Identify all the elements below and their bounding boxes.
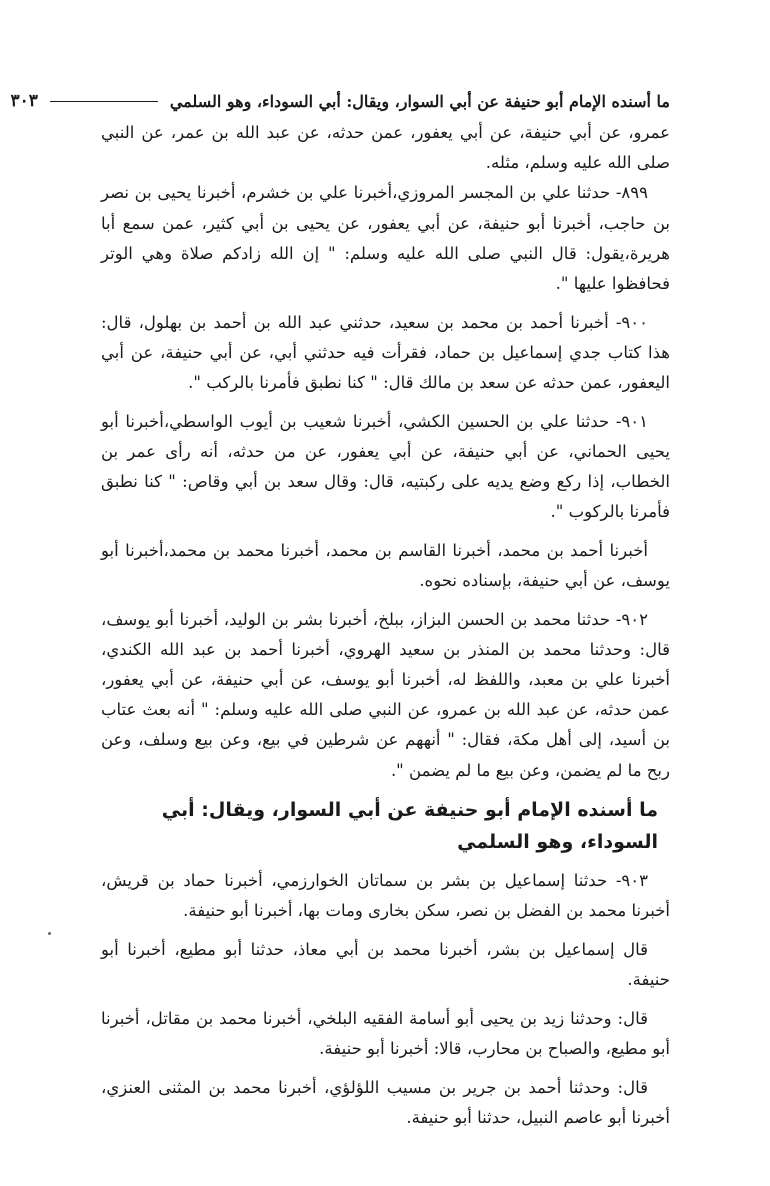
hadith-902: ٩٠٢- حدثنا محمد بن الحسن البزاز، ببلخ، أخبرنا بشر بن الوليد، أخبرنا أبو يوسف، قال: وحدثنا محمد بن المنذر بن سعيد الهروي، أخبرنا أحمد بن عبد الله الكندي، أخبرنا علي بن معبد، واللفظ له، أخبرنا أبو يوسف، عن أبي حنيفة، عن أبي يعفور، عمن حدثه، عن عبد الله بن عمرو، عن النبي صلى الله عليه وسلم: " أنه بعث عتاب بن أسيد، إلى أهل مكة، فقال: " أنههم عن شرطين في بيع، وعن بيع وسلف، وعن ربح ما لم يضمن، وعن بيع ما لم يضمن ".: [101, 609, 670, 780]
hadith-901: ٩٠١- حدثنا علي بن الحسين الكشي، أخبرنا شعيب بن أيوب الواسطي،أخبرنا أبو يحيى الحماني، عن أبي حنيفة، عن أبي يعفور، عن من حدثه، أنه رأى عمر بن الخطاب، إذا ركع وضع يديه على ركبتيه، قال: وقال سعد بن أبي وقاص: " كنا نطبق فأمرنا بالركوب ".: [101, 411, 670, 522]
paragraph-continuation: عمرو، عن أبي حنيفة، عن أبي يعفور، عمن حدثه، عن عبد الله بن عمر، عن النبي صلى الله عليه وسلم، مثله.: [101, 123, 670, 173]
main-text: [101, 118, 670, 1141]
hadith-900: ٩٠٠- أخبرنا أحمد بن محمد بن سعيد، حدثني عبد الله بن أحمد بن بهلول، قال: هذا كتاب جدي إسماعيل بن حماد، فقرأت فيه حدثني أبي، عن أبي حنيفة، عن أبي اليعفور، عمن حدثه عن سعد بن مالك قال: " كنا نطبق فأمرنا بالركب ".: [101, 312, 670, 393]
margin-speck: [48, 932, 51, 935]
section-heading: ما أسنده الإمام أبو حنيفة عن أبي السوار، ويقال: أبي السوداء، وهو السلمي: [161, 799, 658, 854]
running-header-title: ما أسنده الإمام أبو حنيفة عن أبي السوار، ويقال: أبي السوداء، وهو السلمي: [169, 91, 670, 111]
hadith-903-chain-1: قال إسماعيل بن بشر، أخبرنا محمد بن أبي معاذ، حدثنا أبو مطيع، أخبرنا أبو حنيفة.: [101, 940, 670, 990]
page-number: ٣٠٣: [10, 91, 38, 111]
running-header: [10, 88, 670, 114]
hadith-903: ٩٠٣- حدثنا إسماعيل بن بشر بن سماتان الخوارزمي، أخبرنا حماد بن قريش، أخبرنا محمد بن الفضل بن نصر، سكن بخارى ومات بها، أخبرنا أبو حنيفة.: [101, 871, 670, 921]
hadith-903-chain-3: قال: وحدثنا أحمد بن جرير بن مسيب اللؤلؤي، أخبرنا محمد بن المثنى العنزي، أخبرنا أبو عاصم النبيل، حدثنا أبو حنيفة.: [101, 1077, 670, 1127]
hadith-903-chain-2: قال: وحدثنا زيد بن يحيى أبو أسامة الفقيه البلخي، أخبرنا محمد بن مقاتل، أخبرنا أبو مطيع، والصباح بن محارب، قالا: أخبرنا أبو حنيفة.: [101, 1008, 670, 1059]
header-rule: [50, 101, 158, 102]
hadith-901-chain: أخبرنا أحمد بن محمد، أخبرنا القاسم بن محمد، أخبرنا محمد بن محمد،أخبرنا أبو يوسف، عن أبي حنيفة، بإسناده نحوه.: [101, 540, 670, 591]
hadith-899: ٨٩٩- حدثنا علي بن المجسر المروزي،أخبرنا علي بن خشرم، أخبرنا يحيى بن نصر بن حاجب، أخبرنا أبو حنيفة، عن أبي يعفور، عن يحيى بن أبي كثير، عمن سمع أبا هريرة،يقول: قال النبي صلى الله عليه وسلم: " إن الله زادكم صلاة وهي الوتر فحافظوا عليها ".: [101, 183, 670, 294]
